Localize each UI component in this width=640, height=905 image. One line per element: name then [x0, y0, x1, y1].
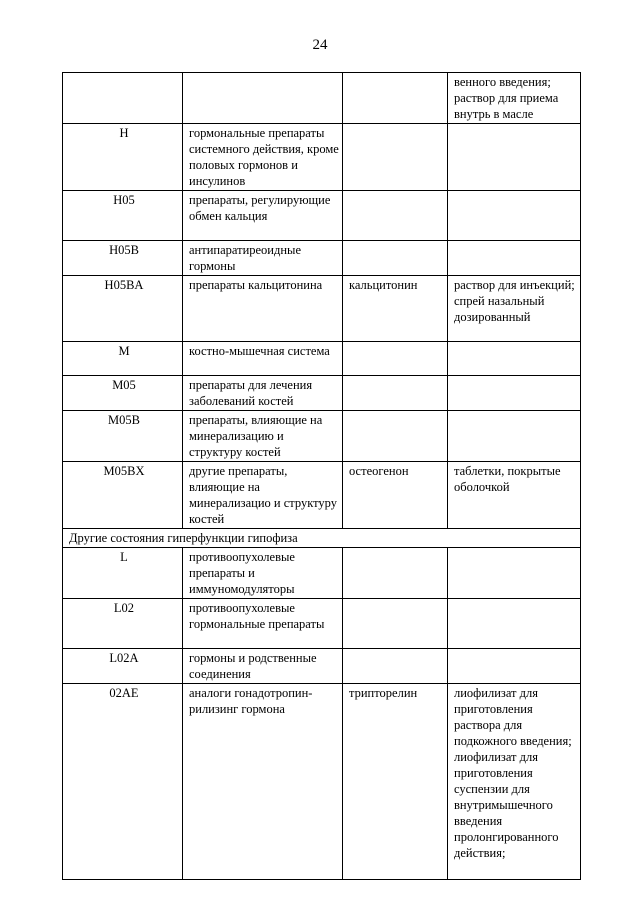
atc-code-cell: H05BA [63, 276, 183, 342]
table-row [63, 462, 581, 529]
dosage-form-cell [448, 376, 581, 411]
dosage-form-cell [448, 342, 581, 376]
atc-code-cell: H05 [63, 191, 183, 241]
atc-code-cell: H [63, 124, 183, 191]
group-name-cell: препараты для лечения заболеваний костей [183, 376, 343, 411]
group-name-cell: препараты, регулирующие обмен кальция [183, 191, 343, 241]
group-name-cell: препараты, влияющие на минерализацию и структуру костей [183, 411, 343, 462]
group-name-cell: гормональные препараты системного действия, кроме половых гормонов и инсулинов [183, 124, 343, 191]
dosage-form-cell: лиофилизат для приготовления раствора для подкожного введения; лиофилизат для приготовления суспензии для внутримышечного введения пролонгированного действия; [448, 684, 581, 880]
atc-code-cell: M05B [63, 411, 183, 462]
dosage-form-cell: таблетки, покрытые оболочкой [448, 462, 581, 529]
drug-name-cell [343, 241, 448, 276]
dosage-form-cell [448, 599, 581, 649]
section-row [63, 529, 581, 548]
drug-name-cell [343, 599, 448, 649]
drug-name-cell [343, 73, 448, 124]
drug-table-body [63, 73, 581, 880]
atc-code-cell: L [63, 548, 183, 599]
atc-code-cell: M05BX [63, 462, 183, 529]
group-name-cell: другие препараты, влияющие на минерализацио и структуру костей [183, 462, 343, 529]
dosage-form-cell [448, 241, 581, 276]
page-number: 24 [312, 37, 328, 53]
table-row [63, 191, 581, 241]
group-name-cell: костно-мышечная система [183, 342, 343, 376]
atc-code-cell: M [63, 342, 183, 376]
group-name-cell: антипаратиреоидные гормоны [183, 241, 343, 276]
table-row [63, 124, 581, 191]
table-row [63, 411, 581, 462]
drug-name-cell [343, 649, 448, 684]
table-row [63, 342, 581, 376]
table-row [63, 548, 581, 599]
drug-name-cell [343, 191, 448, 241]
drug-name-cell: кальцитонин [343, 276, 448, 342]
dosage-form-cell [448, 191, 581, 241]
drug-name-cell [343, 124, 448, 191]
group-name-cell [183, 73, 343, 124]
atc-code-cell: M05 [63, 376, 183, 411]
dosage-form-cell: раствор для инъекций; спрей назальный дозированный [448, 276, 581, 342]
group-name-cell: противоопухолевые гормональные препараты [183, 599, 343, 649]
drug-name-cell [343, 548, 448, 599]
section-heading: Другие состояния гиперфункции гипофиза [63, 529, 581, 548]
atc-code-cell: L02A [63, 649, 183, 684]
table-row [63, 276, 581, 342]
dosage-form-cell [448, 649, 581, 684]
group-name-cell: аналоги гонадотропин-рилизинг гормона [183, 684, 343, 880]
atc-code-cell: L02 [63, 599, 183, 649]
drug-table [62, 72, 581, 880]
table-row [63, 599, 581, 649]
table-row [63, 649, 581, 684]
table-row [63, 73, 581, 124]
table-row [63, 241, 581, 276]
atc-code-cell [63, 73, 183, 124]
drug-name-cell: остеогенон [343, 462, 448, 529]
drug-name-cell [343, 342, 448, 376]
dosage-form-cell [448, 124, 581, 191]
dosage-form-cell [448, 548, 581, 599]
dosage-form-cell [448, 411, 581, 462]
table-row [63, 684, 581, 880]
group-name-cell: противоопухолевые препараты и иммуномодуляторы [183, 548, 343, 599]
drug-name-cell [343, 411, 448, 462]
dosage-form-cell: венного введения; раствор для приема внутрь в масле [448, 73, 581, 124]
group-name-cell: гормоны и родственные соединения [183, 649, 343, 684]
table-row [63, 376, 581, 411]
atc-code-cell: 02AE [63, 684, 183, 880]
atc-code-cell: H05B [63, 241, 183, 276]
group-name-cell: препараты кальцитонина [183, 276, 343, 342]
drug-name-cell [343, 376, 448, 411]
drug-name-cell: трипторелин [343, 684, 448, 880]
